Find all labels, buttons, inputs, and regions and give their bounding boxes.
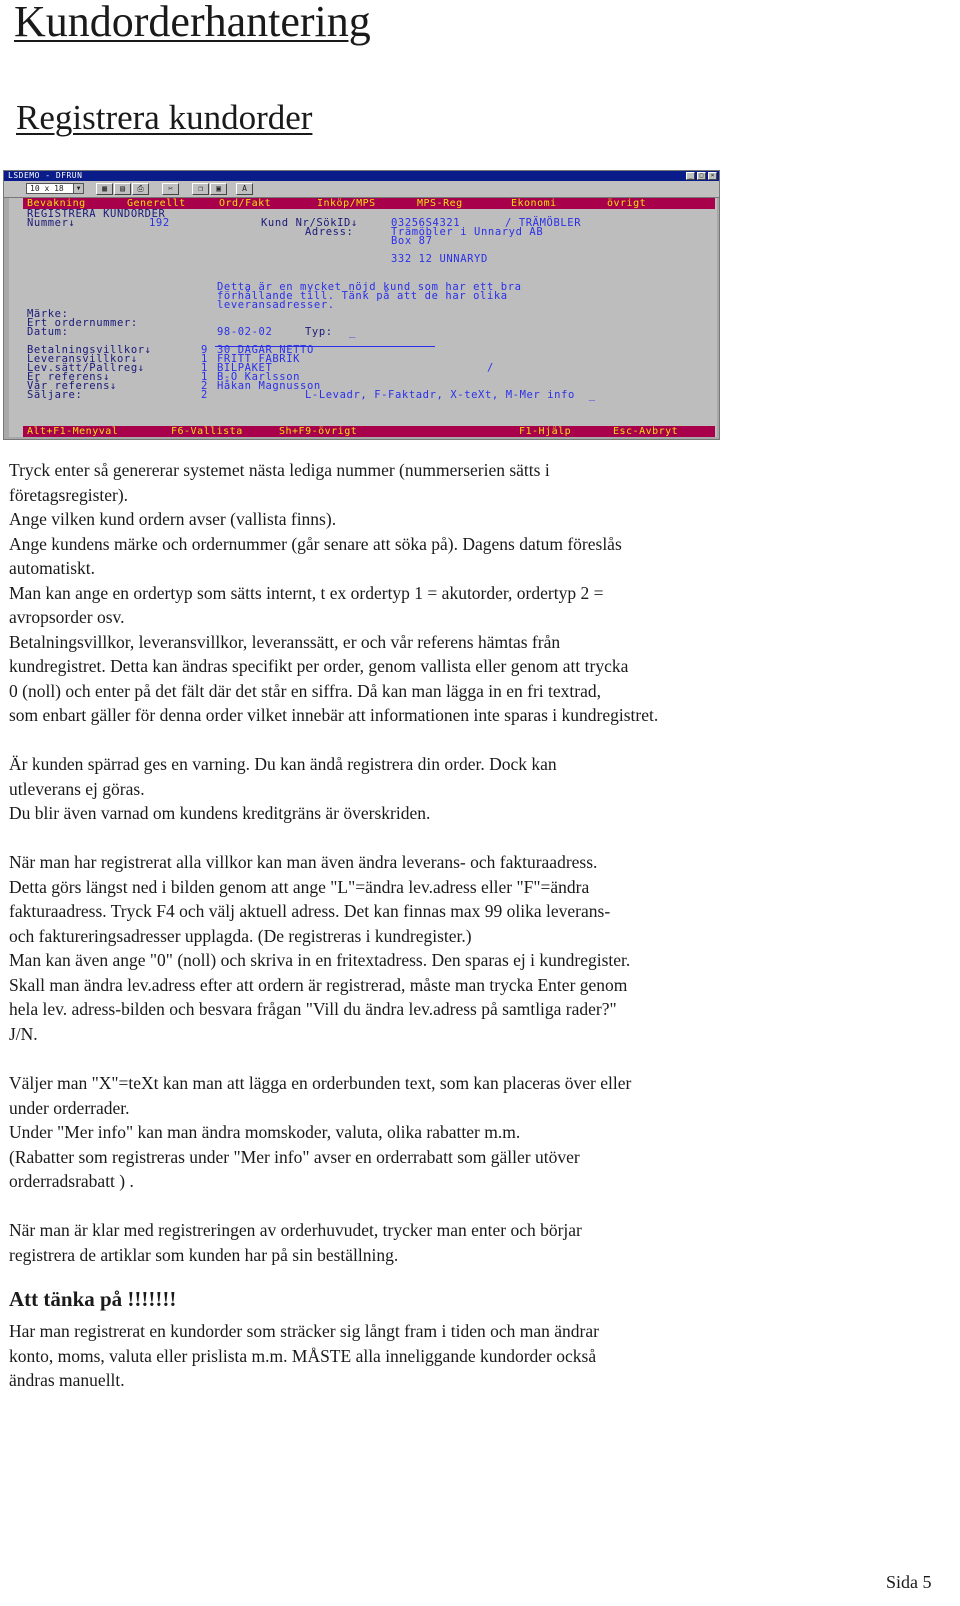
text-line: konto, moms, valuta eller prislista m.m. MÅSTE alla inneliggande kundorder också: [9, 1345, 597, 1366]
terms-label: Vår referens↓: [27, 380, 117, 392]
terms-label: Leveransvillkor↓: [27, 353, 138, 365]
status-menu-key[interactable]: Alt+F1-Menyval: [27, 426, 119, 437]
customer-name-value: / TRÄMÖBLER: [505, 217, 582, 229]
window-titlebar: [4, 171, 719, 181]
terminal-statusbar: [23, 426, 715, 437]
paragraph-attention: [9, 1319, 599, 1393]
menu-inkop-mps[interactable]: Inköp/MPS: [317, 198, 376, 209]
paragraph-blocked-customer: [9, 752, 557, 826]
text-line: Ange kundens märke och ordernummer (går senare att söka på). Dagens datum föreslås: [9, 533, 622, 554]
text-line: Väljer man "X"=teXt kan man att lägga en orderbunden text, som kan placeras över eller: [9, 1073, 632, 1093]
grid-icon[interactable]: ▦: [96, 183, 113, 195]
customer-id-field[interactable]: 03256S4321: [391, 217, 461, 229]
attention-heading: Att tänka på !!!!!!!: [9, 1287, 177, 1311]
text-line: Man kan även ange "0" (noll) och skriva in en fritextadress. Den sparas ej i kundregister.: [9, 950, 631, 970]
customer-notice-line: Detta är en mycket nöjd kund som har ett bra: [217, 281, 522, 293]
text-line: Har man registrerat en kundorder som sträcker sig långt fram i tiden och man ändrar: [9, 1321, 599, 1341]
date-field[interactable]: 98-02-02: [217, 326, 273, 338]
status-ovrigt-key[interactable]: Sh+F9-övrigt: [279, 426, 358, 437]
address-options-prompt[interactable]: L-Levadr, F-Faktadr, X-teXt, M-Mer info _: [305, 389, 596, 401]
close-icon[interactable]: ×: [708, 172, 717, 180]
order-number-label: Nummer↓: [27, 217, 76, 229]
status-vallista-key[interactable]: F6-Vallista: [171, 426, 243, 437]
address-line: Trämöbler i Unnaryd AB: [391, 226, 544, 238]
text-line: Betalningsvillkor, leveransvillkor, leveranssätt, er och vår referens hämtas från: [9, 631, 561, 652]
text-line: Tryck enter så genererar systemet nästa lediga nummer (nummerserien sätts i: [9, 460, 550, 480]
text-line: Ange vilken kund ordern avser (vallista finns).: [9, 509, 337, 529]
print-icon[interactable]: ⎙: [132, 183, 149, 195]
font-size-select[interactable]: [26, 183, 84, 194]
text-line: registrera de artiklar som kunden har på sin beställning.: [9, 1244, 399, 1265]
pallreg-mark: /: [487, 362, 494, 374]
paste-icon[interactable]: ▣: [210, 183, 227, 195]
maximize-icon[interactable]: □: [697, 172, 706, 180]
terms-value: Håkan Magnusson: [217, 380, 321, 392]
menu-bevakning[interactable]: Bevakning: [27, 198, 86, 209]
text-line: När man är klar med registreringen av orderhuvudet, trycker man enter och börjar: [9, 1220, 582, 1240]
text-line: J/N.: [9, 1023, 38, 1044]
order-entry-screenshot: [3, 170, 720, 440]
terms-code-field[interactable]: 1: [201, 362, 208, 374]
terms-code-field[interactable]: 1: [201, 371, 208, 383]
status-cancel-key[interactable]: Esc-Avbryt: [613, 426, 679, 437]
paragraph-order-lines: [9, 1218, 582, 1267]
text-line: avropsorder osv.: [9, 607, 125, 627]
status-help-key[interactable]: F1-Hjälp: [519, 426, 572, 437]
menu-ovrigt[interactable]: övrigt: [607, 198, 647, 209]
terms-value: FRITT FABRIK: [217, 353, 301, 365]
menu-generellt[interactable]: Generellt: [127, 198, 186, 209]
chevron-down-icon: ▼: [73, 184, 83, 193]
terms-code-field[interactable]: 1: [201, 353, 208, 365]
text-line: (Rabatter som registreras under "Mer info" avser en orderrabatt som gäller utöver: [9, 1146, 580, 1167]
minimize-icon[interactable]: _: [686, 172, 695, 180]
customer-label: Kund Nr/SökID↓: [261, 217, 358, 229]
menu-ord-fakt[interactable]: Ord/Fakt: [219, 198, 272, 209]
date-label: Datum:: [27, 326, 69, 338]
text-line: som enbart gäller för denna order vilket innebär att informationen inte sparas i kundregistret.: [9, 705, 659, 725]
copy-icon[interactable]: ❐: [192, 183, 209, 195]
customer-notice-line: förhållande till. Tänk på att de har olika: [217, 290, 508, 302]
text-line: fakturaadress. Tryck F4 och välj aktuell adress. Det kan finnas max 99 olika leverans-: [9, 901, 611, 921]
text-line: När man har registrerat alla villkor kan man även ändra leverans- och fakturaadress.: [9, 852, 598, 872]
address-line: Box 87: [391, 235, 433, 247]
text-line: Detta görs längst ned i bilden genom att ange "L"=ändra lev.adress eller "F"=ändra: [9, 876, 590, 897]
paragraph-text-and-info: [9, 1071, 631, 1194]
floppy-icon[interactable]: ▤: [114, 183, 131, 195]
text-line: kundregistret. Detta kan ändras specifikt per order, genom vallista eller genom att trycka: [9, 656, 629, 676]
text-line: automatiskt.: [9, 558, 96, 578]
paragraph-registration: [9, 458, 658, 728]
section-title: Registrera kundorder: [16, 98, 313, 137]
text-line: Man kan ange en ordertyp som sätts internt, t ex ordertyp 1 = akutorder, ordertyp 2 =: [9, 582, 604, 603]
type-field[interactable]: _: [349, 326, 356, 338]
customer-order-number-label: Ert ordernummer:: [27, 317, 138, 329]
window-title: LSDEMO - DFRUN: [8, 171, 83, 180]
text-line: och faktureringsadresser upplagda. (De registreras i kundregister.): [9, 925, 472, 946]
text-line: Under "Mer info" kan man ändra momskoder, valuta, olika rabatter m.m.: [9, 1122, 521, 1142]
customer-notice-line: leveransadresser.: [217, 299, 335, 311]
address-line: 332 12 UNNARYD: [391, 253, 488, 265]
page-number: Sida 5: [886, 1572, 932, 1592]
terms-label: Betalningsvillkor↓: [27, 344, 152, 356]
terminal-screen: [9, 198, 717, 437]
terms-label: Säljare:: [27, 389, 83, 401]
address-label: Adress:: [305, 226, 354, 238]
type-label: Typ:: [305, 326, 333, 338]
marke-label: Märke:: [27, 308, 69, 320]
screen-title: REGISTRERA KUNDORDER: [27, 208, 166, 220]
terms-code-field[interactable]: 2: [201, 389, 208, 401]
text-line: hela lev. adress-bilden och besvara frågan "Vill du ändra lev.adress på samtliga rader?": [9, 999, 617, 1019]
text-line: företagsregister).: [9, 484, 129, 505]
cut-icon[interactable]: ✂: [162, 183, 179, 195]
text-line: orderradsrabatt ) .: [9, 1171, 134, 1191]
text-line: Är kunden spärrad ges en varning. Du kan ändå registrera din order. Dock kan: [9, 754, 557, 774]
paragraph-addresses: [9, 850, 630, 1046]
terms-value: BILPAKET: [217, 362, 273, 374]
menu-mps-reg[interactable]: MPS-Reg: [417, 198, 463, 209]
text-line: ändras manuellt.: [9, 1370, 125, 1390]
font-icon[interactable]: A: [236, 183, 253, 195]
window-toolbar: [4, 181, 719, 198]
order-number-value[interactable]: 192: [149, 217, 170, 229]
terms-value: 30 DAGAR NETTO: [217, 344, 314, 356]
page-title: Kundorderhantering: [14, 0, 371, 46]
text-line: Skall man ändra lev.adress efter att ordern är registrerad, måste man trycka Enter genom: [9, 974, 628, 995]
text-line: Du blir även varnad om kundens kreditgräns är överskriden.: [9, 803, 431, 823]
font-size-value: 10 x 18: [30, 184, 64, 193]
text-line: utleverans ej göras.: [9, 778, 145, 799]
text-line: 0 (noll) och enter på det fält där det står en siffra. Då kan man lägga in en fri textrad,: [9, 680, 602, 701]
terms-code-field[interactable]: 2: [201, 380, 208, 392]
terms-value: B-O Karlsson: [217, 371, 301, 383]
menu-ekonomi[interactable]: Ekonomi: [511, 198, 557, 209]
text-line: under orderrader.: [9, 1097, 130, 1118]
terms-code-field[interactable]: 9: [201, 344, 208, 356]
terms-label: Er referens↓: [27, 371, 111, 383]
terms-label: Lev.sätt/Pallreg↓: [27, 362, 145, 374]
